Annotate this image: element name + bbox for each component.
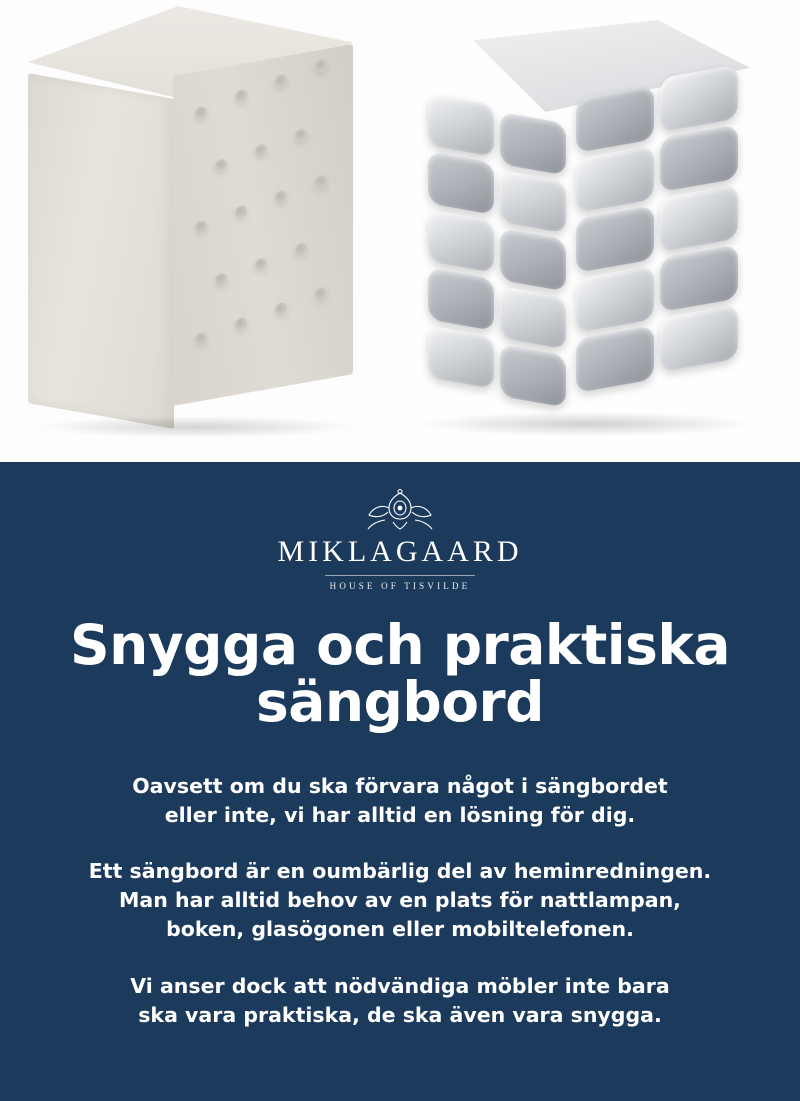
page-title (0, 612, 800, 735)
cube-body (426, 78, 746, 418)
ottoman-shadow (36, 416, 356, 438)
ottoman-tufting (173, 44, 353, 406)
cube-shadow (422, 412, 752, 436)
paragraph-3 (0, 972, 800, 1030)
paragraph-1-line-1: Oavsett om du ska förvara något i sängbordet (132, 774, 668, 798)
headline-line-1: Snygga och praktiska (69, 612, 731, 677)
woven-cube-illustration (412, 20, 762, 440)
tufted-ottoman-illustration (28, 24, 358, 439)
paragraph-3-line-1: Vi anser dock att nödvändiga möbler inte bara (130, 973, 670, 998)
navy-content-panel (0, 462, 800, 1101)
paragraph-2 (0, 857, 800, 944)
paragraph-3-line-2: ska vara praktiska, de ska även vara snygga. (138, 1002, 662, 1027)
headline-line-2: sängbord (255, 670, 545, 735)
ornamental-crest-icon (355, 488, 445, 534)
paragraph-2-line-1: Ett sängbord är en oumbärlig del av heminredningen. (88, 859, 712, 884)
paragraph-1-line-2: eller inte, vi har alltid en lösning för dig. (164, 803, 636, 828)
paragraph-2-line-2: Man har alltid behov av en plats för nattlampan, (119, 888, 681, 913)
cube-left-face (426, 93, 574, 419)
product-photo-left (0, 0, 400, 462)
cube-right-face (574, 63, 749, 394)
paragraph-2-line-3: boken, glasögonen eller mobiltelefonen. (166, 917, 634, 942)
brand-divider (325, 575, 475, 576)
brand-name: MIKLAGAARD (277, 535, 523, 568)
body-copy (0, 772, 800, 1030)
brand-tagline: HOUSE OF TISVILDE (329, 580, 471, 591)
ottoman-front-face (28, 73, 174, 429)
product-image-band (0, 0, 800, 462)
paragraph-1 (0, 772, 800, 830)
brand-logo (250, 488, 550, 591)
product-photo-right (400, 0, 800, 462)
